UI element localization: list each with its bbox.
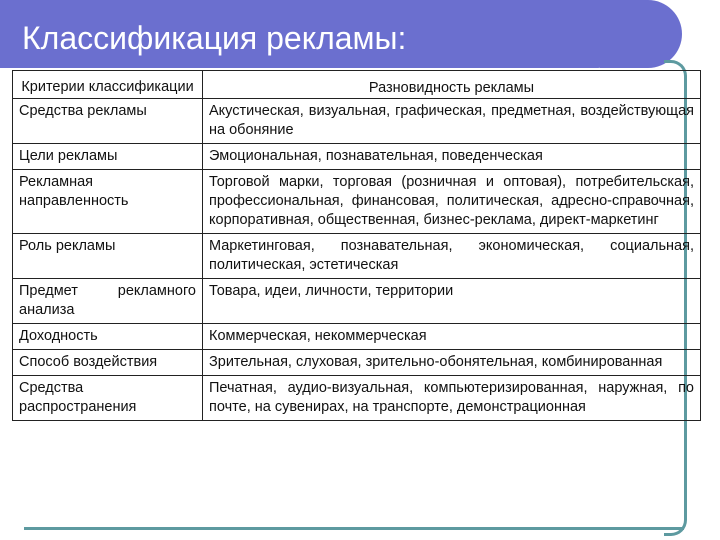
classification-table [12,70,701,421]
header-criteria: Критерии классификации [13,71,203,99]
row-types: Коммерческая, некоммерческая [203,324,701,350]
title-bar-rounded-end [600,0,682,68]
table-row [13,376,701,421]
row-types: Эмоциональная, познавательная, поведенческая [203,144,701,170]
row-criterion: Цели рекламы [13,144,203,170]
table-row [13,99,701,144]
row-criterion: Рекламная направленность [13,170,203,234]
table-row [13,234,701,279]
table-header-row [13,71,701,99]
table-row [13,324,701,350]
table-row [13,170,701,234]
row-types: Зрительная, слуховая, зрительно-обонятельная, комбинированная [203,350,701,376]
row-criterion: Способ воздействия [13,350,203,376]
row-criterion: Средства распространения [13,376,203,421]
decorative-frame-bottom [24,527,684,530]
row-types: Печатная, аудио-визуальная, компьютеризированная, наружная, по почте, на сувенирах, на транспорте, демонстрационная [203,376,701,421]
table-row [13,144,701,170]
row-types: Торговой марки, торговая (розничная и оптовая), потребительская, профессиональная, финансовая, политическая, адресно-справочная, корпоративная, общественная, бизнес-реклама, директ-маркетинг [203,170,701,234]
table-row [13,279,701,324]
row-criterion: Предмет рекламного анализа [13,279,203,324]
row-criterion: Роль рекламы [13,234,203,279]
table-row [13,350,701,376]
header-types: Разновидность рекламы [203,71,701,99]
row-criterion: Доходность [13,324,203,350]
row-types: Товара, идеи, личности, территории [203,279,701,324]
row-criterion: Средства рекламы [13,99,203,144]
row-types: Маркетинговая, познавательная, экономическая, социальная, политическая, эстетическая [203,234,701,279]
slide-title: Классификация рекламы: [22,20,407,56]
row-types: Акустическая, визуальная, графическая, предметная, воздействующая на обоняние [203,99,701,144]
